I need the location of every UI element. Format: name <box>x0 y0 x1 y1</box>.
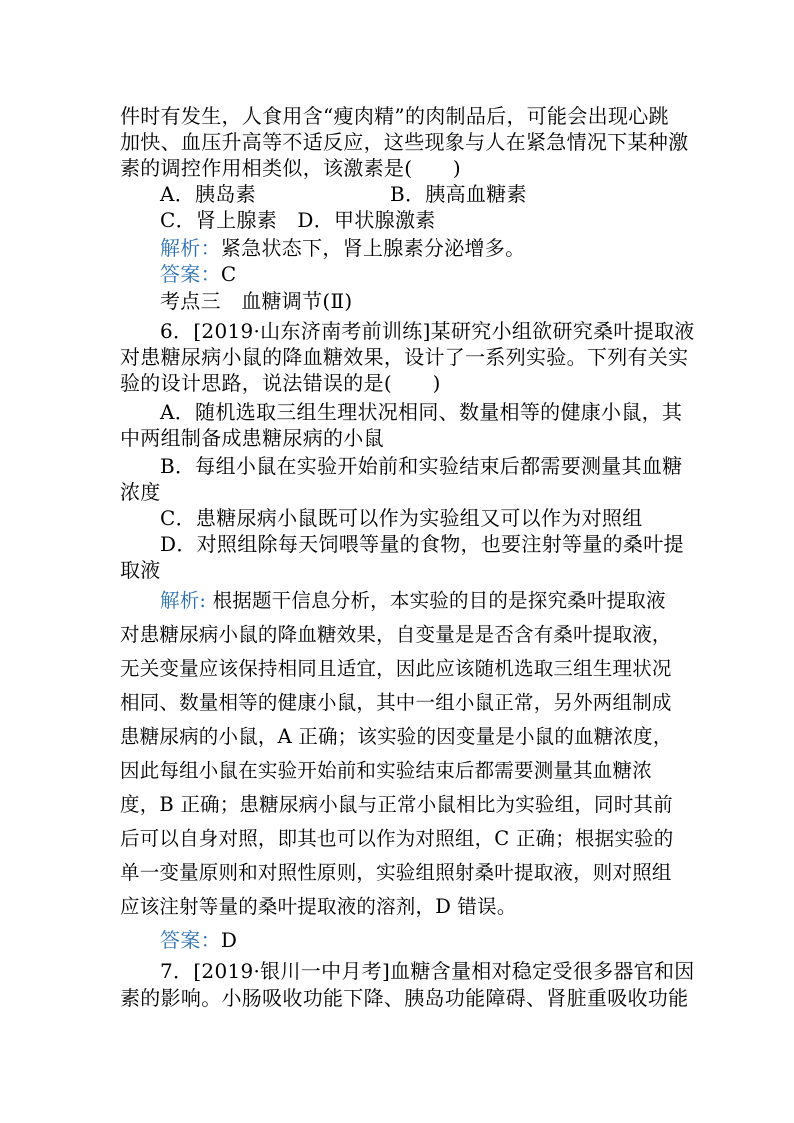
q6-option-a-cont: 中两组制备成患糖尿病的小鼠 <box>120 426 384 450</box>
analysis-label: 解析： <box>160 236 221 260</box>
q6-analysis-line: 度，B 正确；患糖尿病小鼠与正常小鼠相比为实验组，同时其前 <box>120 793 673 816</box>
q6-analysis-line: 因此每组小鼠在实验开始前和实验结束后都需要测量其血糖浓 <box>120 759 652 782</box>
q6-analysis-line: 无关变量应该保持相同且适宜，因此应该随机选取三组生理状况 <box>120 657 672 680</box>
q5-options-row <box>160 181 527 207</box>
q6-analysis-line: 患糖尿病的小鼠，A 正确；该实验的因变量是小鼠的血糖浓度， <box>120 725 673 748</box>
q5-option-a: A．胰岛素 <box>160 182 256 206</box>
q5-text-line: 素的调控作用相类似，该激素是( ) <box>120 156 462 180</box>
analysis-text: 根据题干信息分析，本实验的目的是探究桑叶提取液 <box>206 589 666 612</box>
q6-option-c: C．患糖尿病小鼠既可以作为实验组又可以作为对照组 <box>160 506 643 530</box>
answer-value: C <box>220 262 237 286</box>
q6-analysis-line: 应该注射等量的桑叶提取液的溶剂，D 错误。 <box>120 895 517 918</box>
answer-label: 答案： <box>160 928 221 952</box>
q6-option-d: D．对照组除每天饲喂等量的食物，也要注射等量的桑叶提 <box>160 532 684 556</box>
q6-text-line: 对患糖尿病小鼠的降血糖效果，设计了一系列实验。下列有关实 <box>120 345 689 369</box>
q6-text-line: 6．[2019·山东济南考前训练]某研究小组欲研究桑叶提取液 <box>160 319 695 343</box>
q6-option-d-cont: 取液 <box>120 558 161 582</box>
q6-option-b: B．每组小鼠在实验开始前和实验结束后都需要测量其血糖 <box>160 454 683 478</box>
analysis-text: 紧急状态下，肾上腺素分泌增多。 <box>220 236 526 260</box>
section-title: 考点三 血糖调节(Ⅱ) <box>160 289 353 313</box>
analysis-label: 解析: <box>160 589 207 612</box>
q6-option-a: A．随机选取三组生理状况相同、数量相等的健康小鼠，其 <box>160 400 683 424</box>
q6-text-line: 验的设计思路，说法错误的是( ) <box>120 371 441 395</box>
q7-text-line: 7．[2019·银川一中月考]血糖含量相对稳定受很多器官和因 <box>160 959 695 983</box>
q6-analysis-line: 相同、数量相等的健康小鼠，其中一组小鼠正常，另外两组制成 <box>120 691 672 714</box>
q5-option-cd: C．肾上腺素 D．甲状腺激素 <box>160 208 436 232</box>
q6-answer <box>160 927 237 953</box>
q6-option-b-cont: 浓度 <box>120 480 161 504</box>
q5-text-line: 加快、血压升高等不适反应，这些现象与人在紧急情况下某种激 <box>120 130 689 154</box>
q6-analysis-line: 对患糖尿病小鼠的降血糖效果，自变量是是否含有桑叶提取液， <box>120 623 672 646</box>
q7-text-line: 素的影响。小肠吸收功能下降、胰岛功能障碍、肾脏重吸收功能 <box>120 986 689 1010</box>
q6-analysis-line: 单一变量原则和对照性原则，实验组照射桑叶提取液，则对照组 <box>120 861 672 884</box>
q5-option-b: B．胰高血糖素 <box>390 182 527 206</box>
q5-analysis <box>160 235 525 261</box>
q5-answer <box>160 261 237 287</box>
answer-value: D <box>220 928 238 952</box>
q5-text-line: 件时有发生，人食用含“瘦肉精”的肉制品后，可能会出现心跳 <box>120 104 669 128</box>
q6-analysis-line: 后可以自身对照，即其也可以作为对照组，C 正确；根据实验的 <box>120 827 674 850</box>
answer-label: 答案： <box>160 262 221 286</box>
q6-analysis-line <box>160 588 666 614</box>
